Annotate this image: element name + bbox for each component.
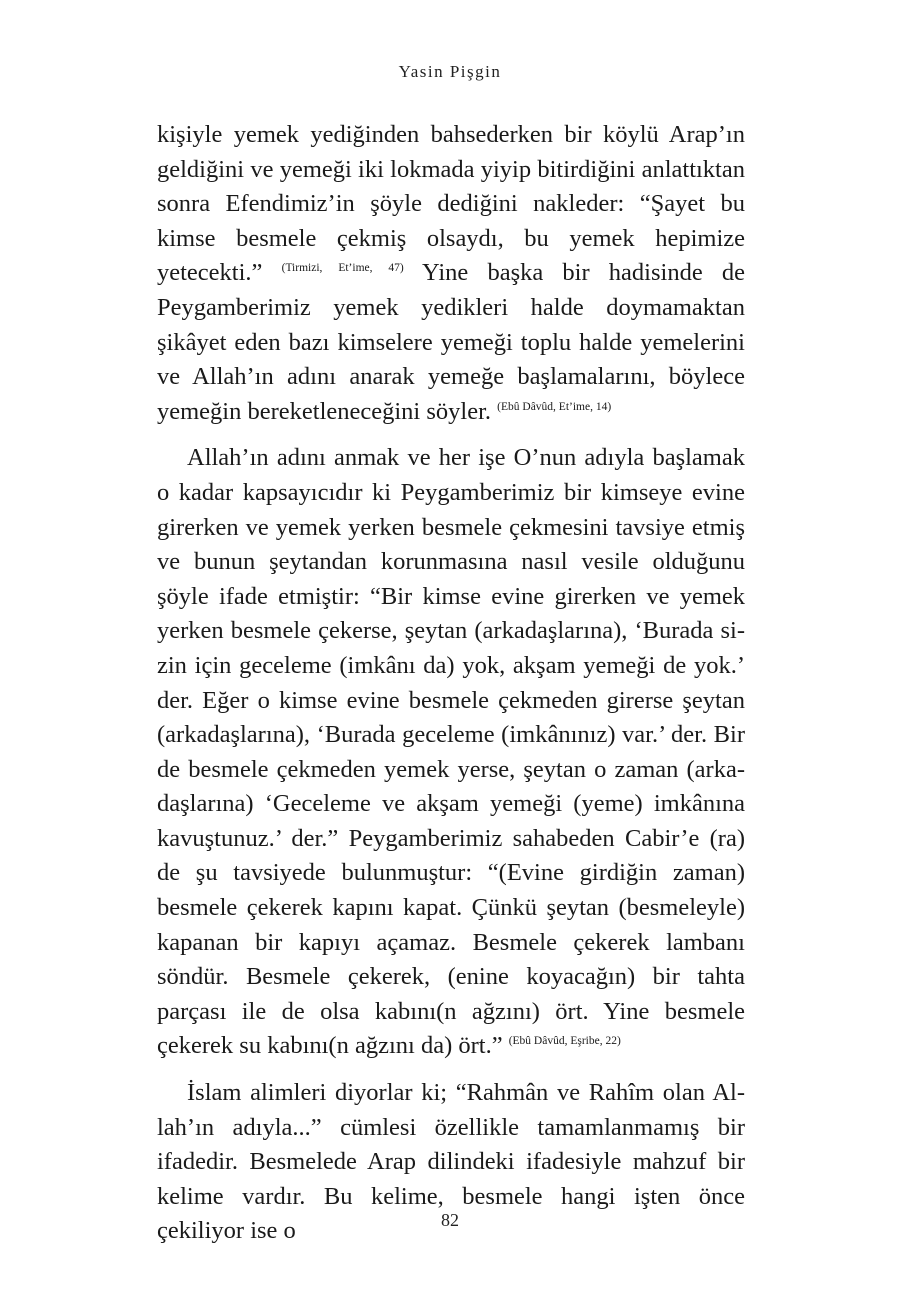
citation-ebu-davud-esribe: (Ebû Dâvûd, Eşribe, 22) xyxy=(508,1035,621,1048)
page-number: 82 xyxy=(441,1210,459,1230)
paragraph-2 xyxy=(157,441,745,1064)
paragraph-1 xyxy=(157,118,745,429)
paragraph-2-text-a: Allah’ın adını anmak ve her işe O’nun adıyla başlamak o kadar kapsayıcıdır ki Peygamberimiz bir kimseye evine girerken ve yemek yerken besmele çekmesini tavsiye etmiş ve bunun şeytandan korunmasına nasıl vesile olduğunu şöyle ifade etmiştir: “Bir kimse evine girerken ve yemek yerken besmele çekerse, şeytan (arkadaşlarına), ‘Burada sizin için geceleme (imkânı da) yok, akşam yemeği de yok.’ der. Eğer o kimse evine besmele çekmeden girerse şeytan (arkadaşlarına), ‘Burada geceleme (imkânınız) var.’ der. Bir de besmele çekmeden yemek yerse, şeytan o zaman (arkadaşlarına) ‘Geceleme ve akşam yemeği (yeme) imkânına kavuştunuz.’ der.” Peygamberimiz sahabeden Cabir’e (ra) de şu tavsiyede bulunmuştur: “(Evine girdiğin zaman) besmele çekerek kapını kapat. Çünkü şeytan (besmeleyle) kapanan bir kapıyı açamaz. Besmele çekerek lambanı söndür. Besmele çekerek, (enine koyacağın) bir tahta parçası ile de olsa kabını(n ağzını) ört. Yine besmele çekerek su kabını(n ağzını da) ört.” xyxy=(157,444,745,1060)
paragraph-3-text-a: İslam alimleri diyorlar ki; “Rahmân ve Rahîm olan Allah’ın adıyla...” cümlesi özellikle tamamlanmamış bir ifadedir. Besmelede Arap dilindeki ifadesiyle mahzuf bir kelime vardır. Bu kelime, besmele hangi işten önce çekiliyor ise o xyxy=(157,1079,745,1245)
citation-ebu-davud-etime: (Ebû Dâvûd, Et’ime, 14) xyxy=(497,400,612,413)
citation-tirmizi: (Tirmizi, Et’ime, 47) xyxy=(281,262,404,275)
paragraph-1-text-a: kişiyle yemek yediğinden bahsederken bir köylü Arap’ın geldiğini ve yemeği iki lokmada yiyip bitirdiğini anlattıktan sonra Efendimiz’in şöyle dediğini nakleder: “Şayet bu kimse besmele çekmiş olsaydı, bu yemek hepimize yetecekti.” xyxy=(157,121,745,287)
body-text xyxy=(157,118,745,1249)
paragraph-1-text-b: Yine başka bir hadisinde de Peygamberimiz yemek yedikleri halde doymamaktan şikâyet eden bazı kimselere yemeği toplu halde yemelerini ve Allah’ın adını anarak yemeğe başlamalarını, böylece yemeğin bereketleneceğini söyler. xyxy=(157,259,746,425)
running-head: Yasin Pişgin xyxy=(398,62,502,81)
